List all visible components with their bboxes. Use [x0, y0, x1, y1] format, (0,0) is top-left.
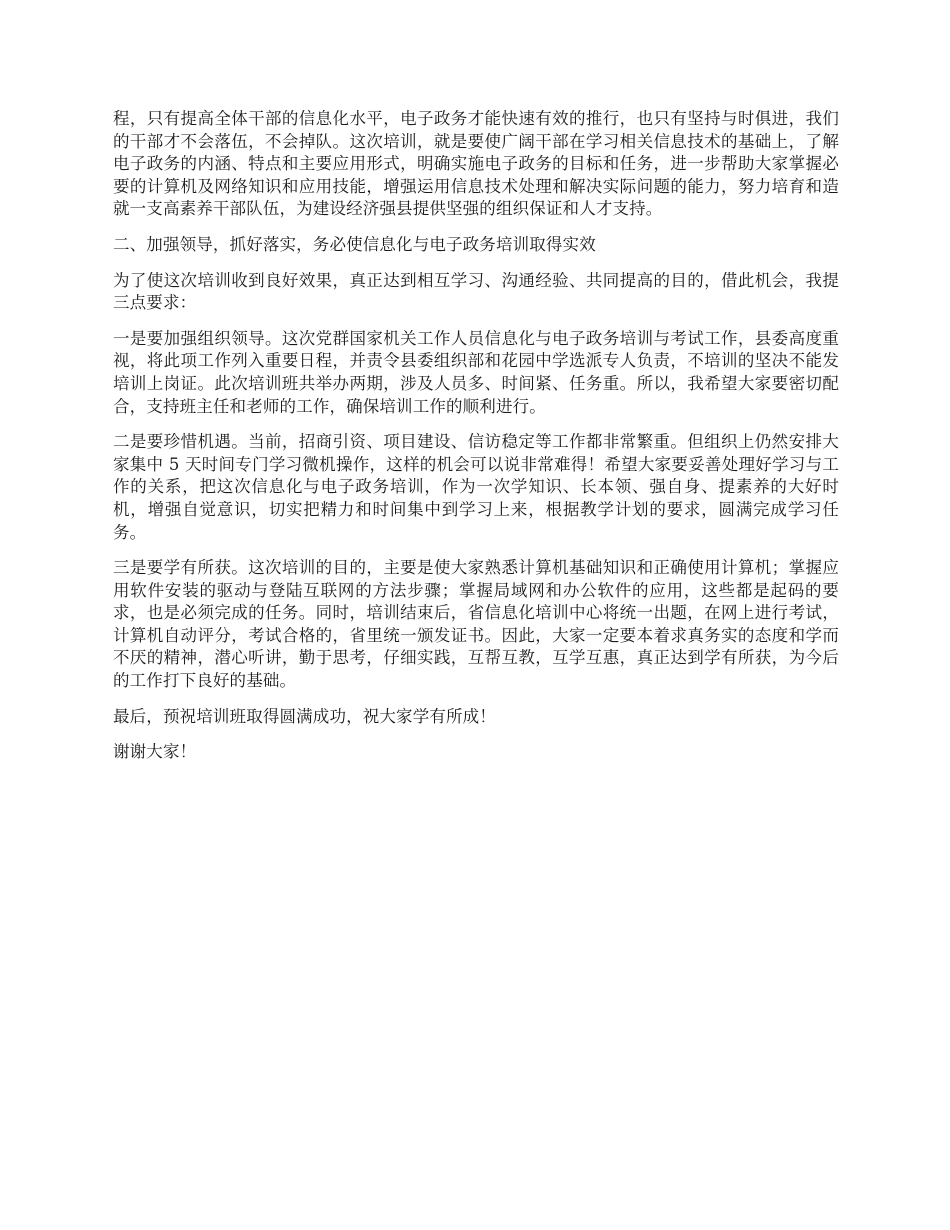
paragraph-thanks: 谢谢大家！	[113, 742, 197, 762]
section-heading-two: 二、加强领导，抓好落实，务必使信息化与电子政务培训取得实效	[113, 234, 596, 254]
paragraph-requirement-two: 二是要珍惜机遇。当前，招商引资、项目建设、信访稳定等工作都非常繁重。但组织上仍然安排大家集中 5 天时间专门学习微机操作，这样的机会可以说非常难得！希望大家要妥善处理好学习与工作的关系，把这次信息化与电子政务培训，作为一次学知识、长本领、强自身、提素养的大好时机，增强自觉意识，切实把精力和时间集中到学习上来，根据教学计划的要求，圆满完成学习任务。	[113, 432, 839, 542]
paragraph-requirement-three: 三是要学有所获。这次培训的目的，主要是使大家熟悉计算机基础知识和正确使用计算机；掌握应用软件安装的驱动与登陆互联网的方法步骤；掌握局域网和办公软件的应用，这些都是起码的要求，也是必须完成的任务。同时，培训结束后，省信息化培训中心将统一出题，在网上进行考试，计算机自动评分，考试合格的，省里统一颁发证书。因此，大家一定要本着求真务实的态度和学而不厌的精神，潜心听讲，勤于思考，仔细实践，互帮互教，互学互惠，真正达到学有所获，为今后的工作打下良好的基础。	[113, 558, 839, 691]
paragraph-requirements-intro: 为了使这次培训收到良好效果，真正达到相互学习、沟通经验、共同提高的目的，借此机会，我提三点要求：	[113, 270, 839, 313]
paragraph-requirement-one: 一是要加强组织领导。这次党群国家机关工作人员信息化与电子政务培训与考试工作，县委高度重视，将此项工作列入重要日程，并责令县委组织部和花园中学选派专人负责，不培训的坚决不能发培训上岗证。此次培训班共举办两期，涉及人员多、时间紧、任务重。所以，我希望大家要密切配合，支持班主任和老师的工作，确保培训工作的顺利进行。	[113, 328, 839, 416]
paragraph-intro-continuation: 程，只有提高全体干部的信息化水平，电子政务才能快速有效的推行，也只有坚持与时俱进，我们的干部才不会落伍，不会掉队。这次培训，就是要使广阔干部在学习相关信息技术的基础上，了解电子政务的内涵、特点和主要应用形式，明确实施电子政务的目标和任务，进一步帮助大家掌握必要的计算机及网络知识和应用技能，增强运用信息技术处理和解决实际问题的能力，努力培育和造就一支高素养干部队伍，为建设经济强县提供坚强的组织保证和人才支持。	[113, 109, 839, 219]
document-body	[113, 108, 839, 777]
paragraph-closing-wish: 最后，预祝培训班取得圆满成功，祝大家学有所成！	[113, 706, 496, 726]
